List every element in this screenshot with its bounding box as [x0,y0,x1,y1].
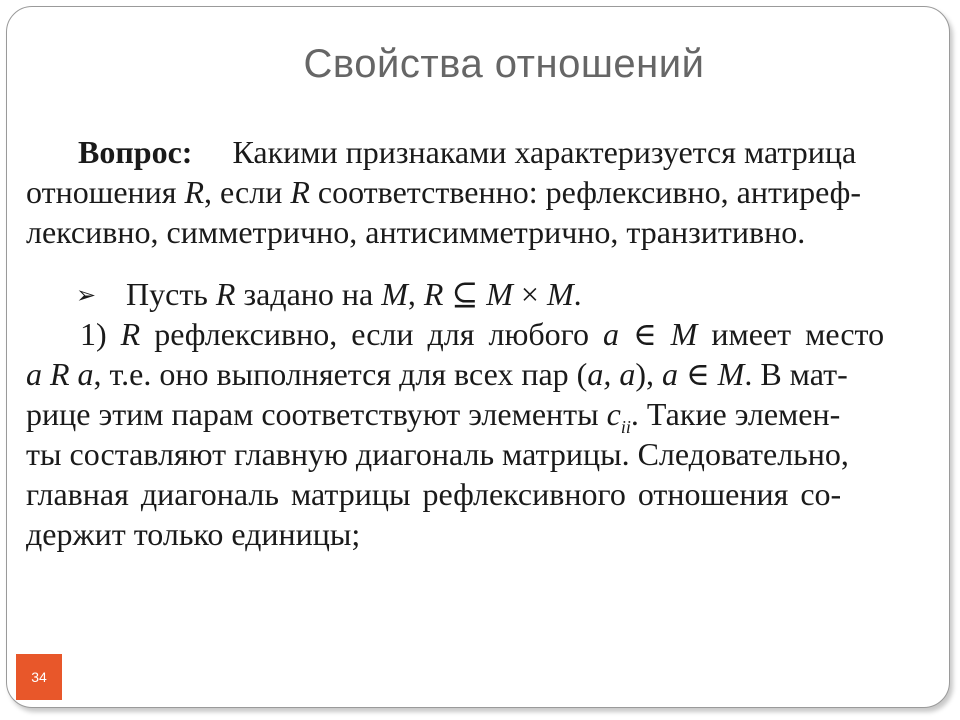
paragraph-line-5 [26,474,841,514]
set-symbol: M [381,276,408,312]
question-line-1 [78,132,856,172]
paragraph-text: ты составляют главную диагональ матрицы. Следовательно, [26,436,849,472]
variable-symbol: a [26,356,42,392]
bullet-text-c: , [407,276,424,312]
bullet-text-b: задано на [235,276,382,312]
question-text-2b: , если [204,174,291,210]
question-line-3 [26,212,805,252]
paragraph-text: ), [635,356,662,392]
paragraph-text: держит только единицы; [26,516,361,552]
paragraph-text: рефлексивно, если для любого [140,316,603,352]
element-of-symbol: ∈ [618,316,671,352]
paragraph-text: . Такие элемен- [630,396,841,432]
relation-symbol: R [184,174,205,210]
paragraph-text: . В мат- [744,356,848,392]
set-symbol: M [670,316,698,352]
paragraph-line-2 [26,354,848,394]
matrix-element-symbol: c [606,396,621,432]
variable-symbol: a [77,356,94,392]
set-symbol: M [486,276,513,312]
page-number-badge: 34 [16,654,62,700]
relation-symbol: R [423,276,444,312]
paragraph-text: , т.е. оно выполняется для всех пар ( [93,356,588,392]
question-text-3: лексивно, симметрично, антисимметрично, транзитивно. [26,214,806,250]
variable-symbol: a [602,316,619,352]
question-line-2 [26,172,861,212]
paragraph-line-4 [26,434,849,474]
relation-symbol: R [120,316,141,352]
variable-symbol: a [661,356,678,392]
subset-symbol: ⊆ [443,276,487,312]
slide-title: Свойства отношений [303,42,705,86]
question-text-2a: отношения [26,174,185,210]
paragraph-text: рице этим парам соответствуют элементы [26,396,607,432]
set-symbol: M [717,356,745,392]
element-of-symbol: ∈ [677,356,718,392]
question-label: Вопрос: [78,134,193,170]
pair-symbol: a, a [587,356,636,392]
relation-symbol: R [42,356,78,392]
paragraph-line-1 [80,314,884,354]
relation-symbol: R [215,276,236,312]
bullet-line [76,274,582,315]
paragraph-text: главная диагональ матрицы рефлексивного отношения со- [26,476,842,512]
arrow-bullet-icon: ➢ [76,281,97,309]
question-text-2c: соответственно: рефлексивно, антиреф- [309,174,862,210]
product-symbol: × [512,276,547,312]
paragraph-text: имеет место [697,316,885,352]
question-text-1: Какими признаками характеризуется матрица [232,134,857,170]
set-symbol: M [546,276,574,312]
paragraph-line-6 [26,514,360,554]
bullet-text-f: . [573,276,582,312]
subscript: ii [620,417,631,437]
item-number: 1) [80,316,121,352]
relation-symbol: R [290,174,310,210]
bullet-text-a: Пусть [126,276,216,312]
